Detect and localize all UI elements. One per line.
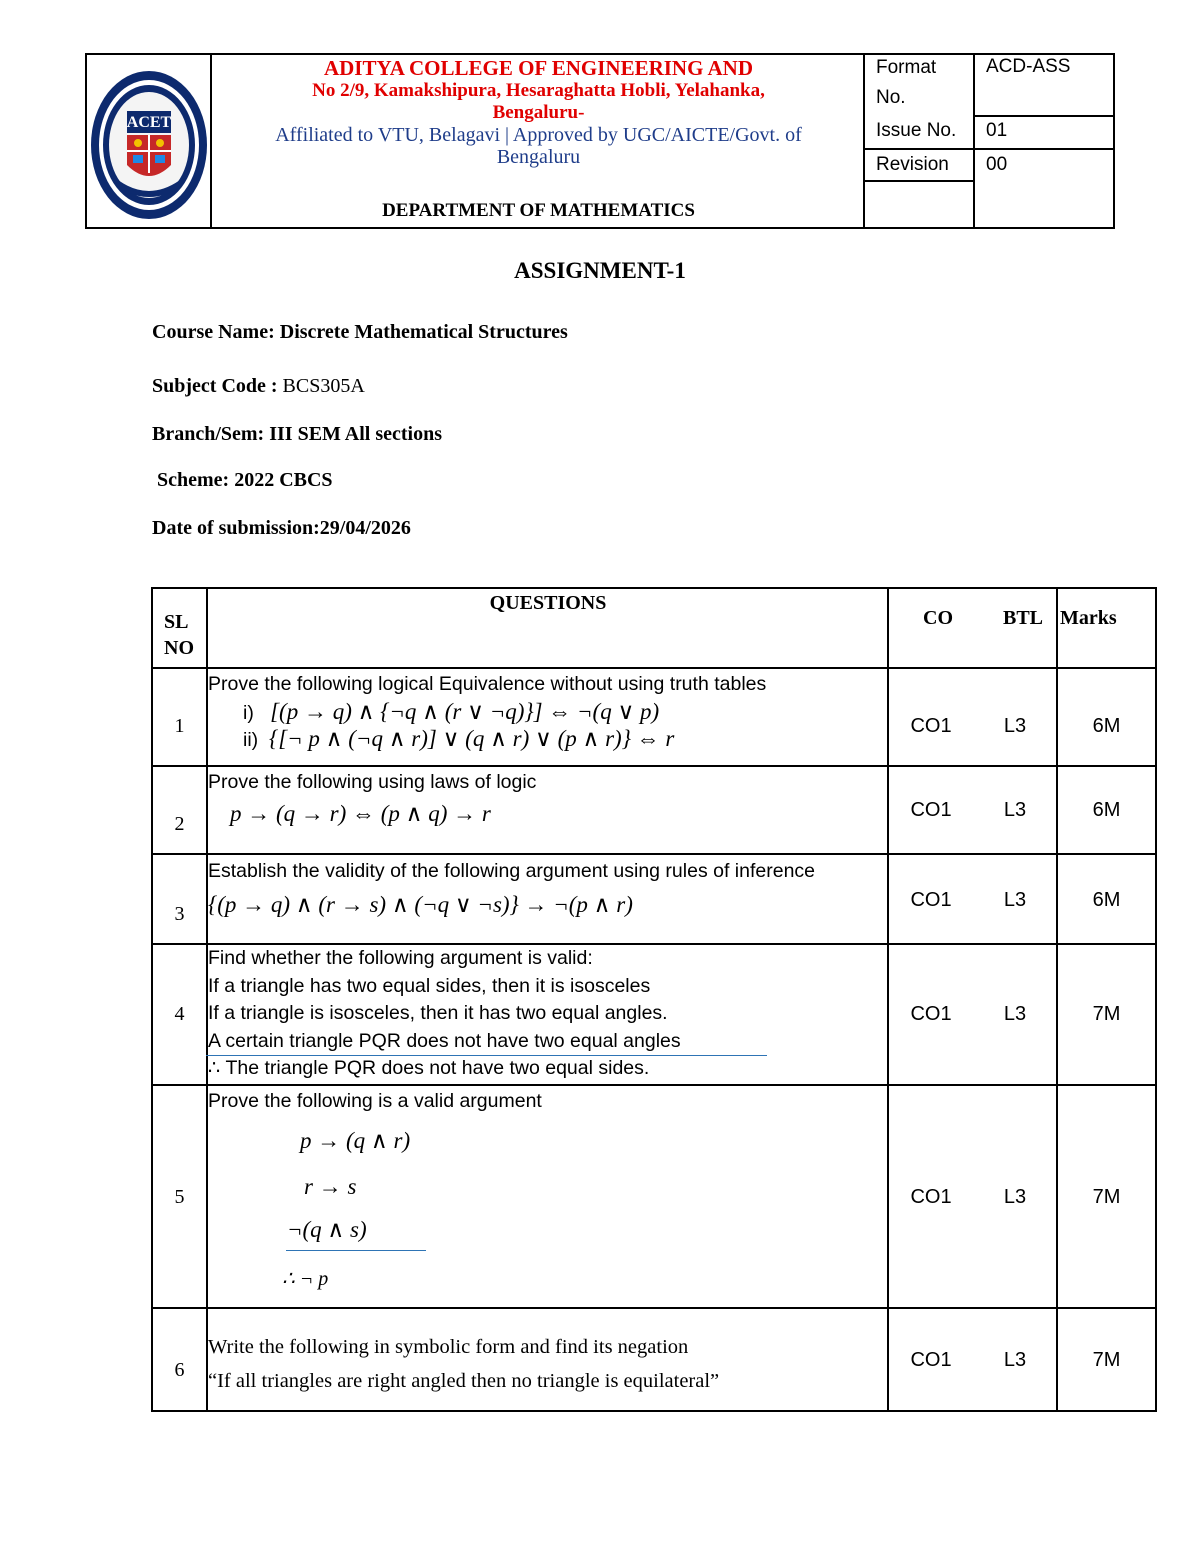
row-co: CO1 (910, 1186, 952, 1208)
table-row-divider (151, 1084, 1157, 1086)
question-text: Write the following in symbolic form and find its negation “If all triangles are right angled then no triangle is equilateral” (208, 1336, 720, 1392)
premise: r → s (304, 1174, 357, 1199)
format-label-line2: No. (876, 87, 906, 108)
row-btl: L3 (1003, 889, 1027, 911)
question-text: Find whether the following argument is valid: If a triangle has two equal sides, then it is isosceles If a triangle is isosceles, then it has two equal angles. A certain triangle PQR does not have two equal angles ∴ The triangle PQR does not have two equal sides. (208, 947, 681, 1079)
row-marks: 6M (1092, 715, 1121, 737)
math-expression: [(p → q) ∧ {¬q ∧ (r ∨ ¬q)}] ⇔ ¬(q ∨ p) (270, 699, 660, 724)
logo-text: ACET (126, 114, 172, 131)
subject-code-value: BCS305A (282, 375, 365, 397)
format-label: Format (876, 57, 937, 78)
row-sl: 2 (174, 813, 185, 835)
row-sl: 6 (174, 1359, 185, 1381)
college-info (213, 55, 864, 227)
header-co: CO (923, 607, 953, 629)
page-title: ASSIGNMENT-1 (514, 258, 686, 283)
row-btl: L3 (1003, 1186, 1027, 1208)
argument-divider (206, 1055, 767, 1056)
meta-divider (863, 180, 974, 182)
row-marks: 7M (1092, 1349, 1121, 1371)
question-text: Prove the following logical Equivalence without using truth tables i) [(p → q) ∧ {¬q ∧ (r ∨ ¬q)}] ⇔ ¬(q ∨ p) ii) {[¬ p ∧ (¬q ∧ r)] ∨ (q ∧ r) ∨ (p ∧ r)} ⇔ r (208, 673, 767, 751)
question-text: Prove the following is a valid argument (208, 1090, 542, 1112)
row-sl: 1 (174, 715, 185, 737)
issue-value: 01 (986, 120, 1008, 141)
premise: ¬(q ∧ s) (287, 1217, 367, 1242)
row-co: CO1 (910, 889, 952, 911)
row-sl: 5 (174, 1186, 185, 1208)
issue-label: Issue No. (876, 120, 957, 141)
row-marks: 6M (1092, 889, 1121, 911)
header-divider (973, 53, 975, 229)
format-value: ACD-ASS (986, 56, 1071, 77)
row-marks: 6M (1092, 799, 1121, 821)
row-marks: 7M (1092, 1186, 1121, 1208)
department-name: DEPARTMENT OF MATHEMATICS (382, 200, 695, 221)
college-address-line2: Bengaluru- (492, 102, 585, 123)
row-btl: L3 (1003, 799, 1027, 821)
row-sl: 4 (174, 1003, 185, 1025)
table-row-divider (151, 765, 1157, 767)
course-name: Course Name: Discrete Mathematical Structures (152, 321, 568, 343)
argument-divider (286, 1250, 426, 1251)
affiliation-line2: Bengaluru (496, 146, 581, 168)
question-text: Prove the following using laws of logic p → (q → r) ⇔ (p ∧ q) → r (208, 771, 537, 826)
table-row-divider (151, 667, 1157, 669)
row-co: CO1 (910, 799, 952, 821)
question-text: Establish the validity of the following argument using rules of inference {(p → q) ∧ (r → s) ∧ (¬q ∨ ¬s)} → ¬(p ∧ r) (208, 860, 816, 917)
scheme: Scheme: 2022 CBCS (157, 469, 333, 491)
header-marks: Marks (1060, 607, 1117, 629)
math-expression: {(p → q) ∧ (r → s) ∧ (¬q ∨ ¬s)} → ¬(p ∧ r) (208, 892, 633, 917)
math-expression: p → (q → r) ⇔ (p ∧ q) → r (230, 801, 491, 826)
row-co: CO1 (910, 715, 952, 737)
row-co: CO1 (910, 1349, 952, 1371)
row-co: CO1 (910, 1003, 952, 1025)
submission-date: Date of submission:29/04/2026 (152, 517, 411, 539)
math-expression: {[¬ p ∧ (¬q ∧ r)] ∨ (q ∧ r) ∨ (p ∧ r)} ⇔ r (269, 726, 675, 751)
header-questions: QUESTIONS (489, 592, 607, 614)
affiliation-line1: Affiliated to VTU, Belagavi | Approved by UGC/AICTE/Govt. of (275, 124, 802, 146)
revision-value: 00 (986, 154, 1008, 175)
row-btl: L3 (1003, 1349, 1027, 1371)
college-address-line1: No 2/9, Kamakshipura, Hesaraghatta Hobli, Yelahanka, (312, 80, 765, 101)
row-marks: 7M (1092, 1003, 1121, 1025)
subject-code-label: Subject Code : (152, 375, 283, 397)
revision-label: Revision (876, 154, 949, 175)
table-col-divider (1056, 587, 1058, 1412)
table-row-divider (151, 853, 1157, 855)
college-name: ADITYA COLLEGE OF ENGINEERING AND (323, 56, 754, 80)
table-row-divider (151, 1307, 1157, 1309)
subject-code (152, 375, 365, 398)
header-sl: SL NO (164, 611, 194, 659)
branch-sem: Branch/Sem: III SEM All sections (152, 423, 443, 445)
college-logo (87, 55, 211, 227)
premise: p → (q ∧ r) (300, 1128, 411, 1153)
row-btl: L3 (1003, 1003, 1027, 1025)
conclusion: ∴ ¬ p (282, 1268, 329, 1290)
header-btl: BTL (1002, 607, 1044, 629)
row-btl: L3 (1003, 715, 1027, 737)
row-sl: 3 (174, 903, 185, 925)
